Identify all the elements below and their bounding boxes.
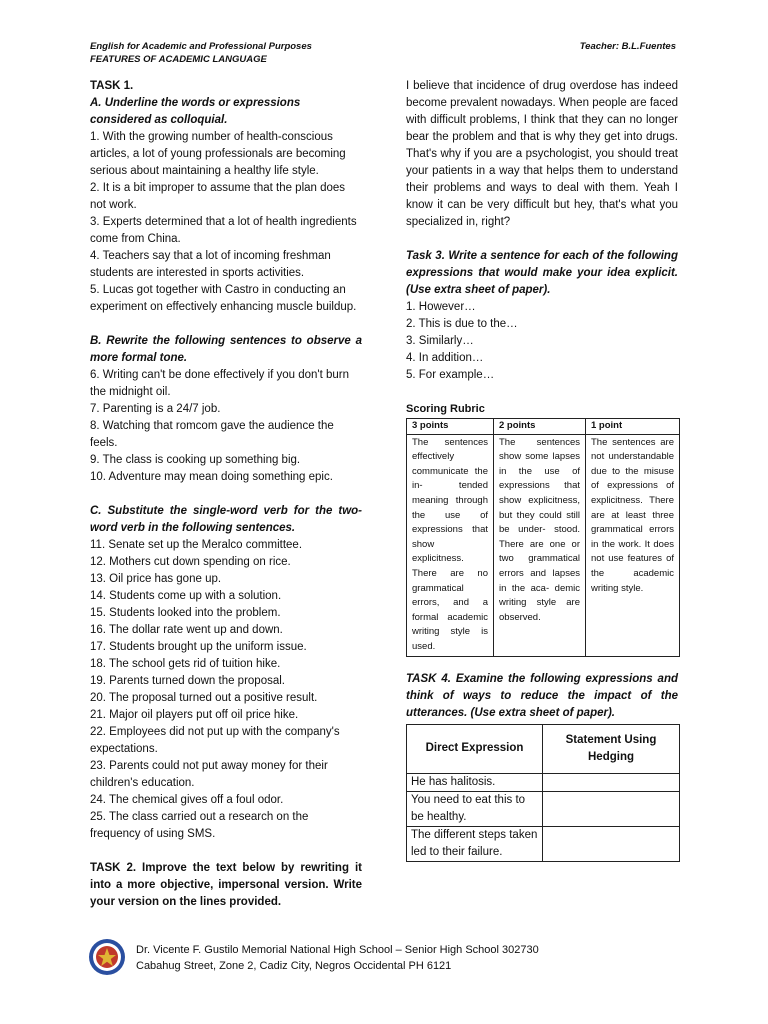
task4-instruction: TASK 4. Examine the following expressions and think of ways to reduce the impact of the utterances. (Use extra sheet of paper). [406, 672, 678, 719]
rubric-header: 3 points [407, 419, 494, 435]
task1-title: TASK 1. [90, 80, 134, 92]
list-item: 6. Writing can't be done effectively if you don't burn the midnight oil. [90, 369, 350, 398]
scoring-rubric-table [406, 418, 680, 657]
rubric-cell: The sentences effectively communicate the in- tended meaning through the use of expressions that show explicitness. There are no grammatical errors, and a formal academic writing style is used. [407, 434, 494, 656]
list-item: 23. Parents could not put away money for their children's education. [90, 760, 328, 789]
footer [136, 942, 539, 974]
rubric-cell: The sentences show some lapses in the use of expressions that show explicitness, but they could still be under- stood. There are one or two grammatical errors and lapses in the aca- demic writing style are observed. [494, 434, 586, 656]
task3-instruction: Task 3. Write a sentence for each of the following expressions that would make your idea explicit. (Use extra sheet of paper). [406, 250, 678, 296]
list-item: 3. Similarly… [406, 335, 474, 347]
hedging-answer-cell[interactable] [543, 826, 680, 861]
direct-expression-cell: He has halitosis. [407, 773, 543, 791]
left-column [90, 78, 362, 911]
direct-expression-cell: The different steps taken led to their failure. [407, 826, 543, 861]
list-item: 1. With the growing number of health-conscious articles, a lot of young professionals are becoming serious about maintaining a healthy life style. [90, 131, 346, 177]
list-item: 2. It is a bit improper to assume that the plan does not work. [90, 182, 346, 211]
hedging-header: Direct Expression [407, 724, 543, 773]
list-item: 11. Senate set up the Meralco committee. [90, 539, 303, 551]
task2-passage: I believe that incidence of drug overdose has indeed become prevalent nowadays. When people are faced with difficult problems, I think that they can no longer bear the problem and that is why they get into drugs. That's why if you are a psychologist, you should treat your patients in a way that helps them to understand their problems and ways to deal with them. Yeah I know it can be very difficult but hey, that's what you specialized in, right? [406, 80, 678, 228]
task1-c-instruction: C. Substitute the single-word verb for the two-word verb in the following sentences. [90, 505, 362, 534]
list-item: 24. The chemical gives off a foul odor. [90, 794, 284, 806]
topic-title: FEATURES OF ACADEMIC LANGUAGE [90, 54, 267, 65]
hedging-header: Statement Using Hedging [543, 724, 680, 773]
hedging-table [406, 724, 680, 862]
list-item: 25. The class carried out a research on the frequency of using SMS. [90, 811, 309, 840]
list-item: 15. Students looked into the problem. [90, 607, 281, 619]
list-item: 20. The proposal turned out a positive result. [90, 692, 318, 704]
list-item: 13. Oil price has gone up. [90, 573, 222, 585]
rubric-title: Scoring Rubric [406, 403, 485, 415]
list-item: 4. In addition… [406, 352, 484, 364]
course-title: English for Academic and Professional Purposes [90, 41, 312, 52]
school-name: Dr. Vicente F. Gustilo Memorial National High School – Senior High School 302730 [136, 944, 539, 956]
hedging-answer-cell[interactable] [543, 773, 680, 791]
list-item: 7. Parenting is a 24/7 job. [90, 403, 221, 415]
document-header-left [90, 40, 312, 66]
school-address: Cabahug Street, Zone 2, Cadiz City, Negros Occidental PH 6121 [136, 960, 452, 972]
rubric-header: 2 points [494, 419, 586, 435]
list-item: 8. Watching that romcom gave the audience the feels. [90, 420, 334, 449]
list-item: 5. Lucas got together with Castro in conducting an experiment on effectively enhancing muscle buildup. [90, 284, 357, 313]
list-item: 3. Experts determined that a lot of health ingredients come from China. [90, 216, 357, 245]
list-item: 17. Students brought up the uniform issue. [90, 641, 307, 653]
task1-a-instruction: A. Underline the words or expressions considered as colloquial. [90, 97, 301, 126]
rubric-header: 1 point [586, 419, 680, 435]
list-item: 18. The school gets rid of tuition hike. [90, 658, 281, 670]
list-item: 14. Students come up with a solution. [90, 590, 282, 602]
task2-instruction: TASK 2. Improve the text below by rewriting it into a more objective, impersonal version. Write your version on the lines provided. [90, 862, 362, 908]
rubric-cell: The sentences are not understandable due to the misuse of expressions of explicitness. There are at least three grammatical errors in the work. It does not use features of the academic writing style. [586, 434, 680, 656]
list-item: 19. Parents turned down the proposal. [90, 675, 285, 687]
list-item: 22. Employees did not put up with the company's expectations. [90, 726, 340, 755]
list-item: 4. Teachers say that a lot of incoming freshman students are interested in sports activities. [90, 250, 331, 279]
list-item: 2. This is due to the… [406, 318, 518, 330]
school-seal-icon [88, 938, 126, 976]
list-item: 12. Mothers cut down spending on rice. [90, 556, 291, 568]
list-item: 21. Major oil players put off oil price hike. [90, 709, 299, 721]
list-item: 9. The class is cooking up something big. [90, 454, 301, 466]
teacher-name: Teacher: B.L.Fuentes [579, 41, 676, 52]
hedging-answer-cell[interactable] [543, 791, 680, 826]
list-item: 1. However… [406, 301, 476, 313]
right-column [406, 78, 678, 862]
list-item: 16. The dollar rate went up and down. [90, 624, 283, 636]
list-item: 10. Adventure may mean doing something epic. [90, 471, 333, 483]
task1-b-instruction: B. Rewrite the following sentences to observe a more formal tone. [90, 335, 362, 364]
direct-expression-cell: You need to eat this to be healthy. [407, 791, 543, 826]
list-item: 5. For example… [406, 369, 495, 381]
